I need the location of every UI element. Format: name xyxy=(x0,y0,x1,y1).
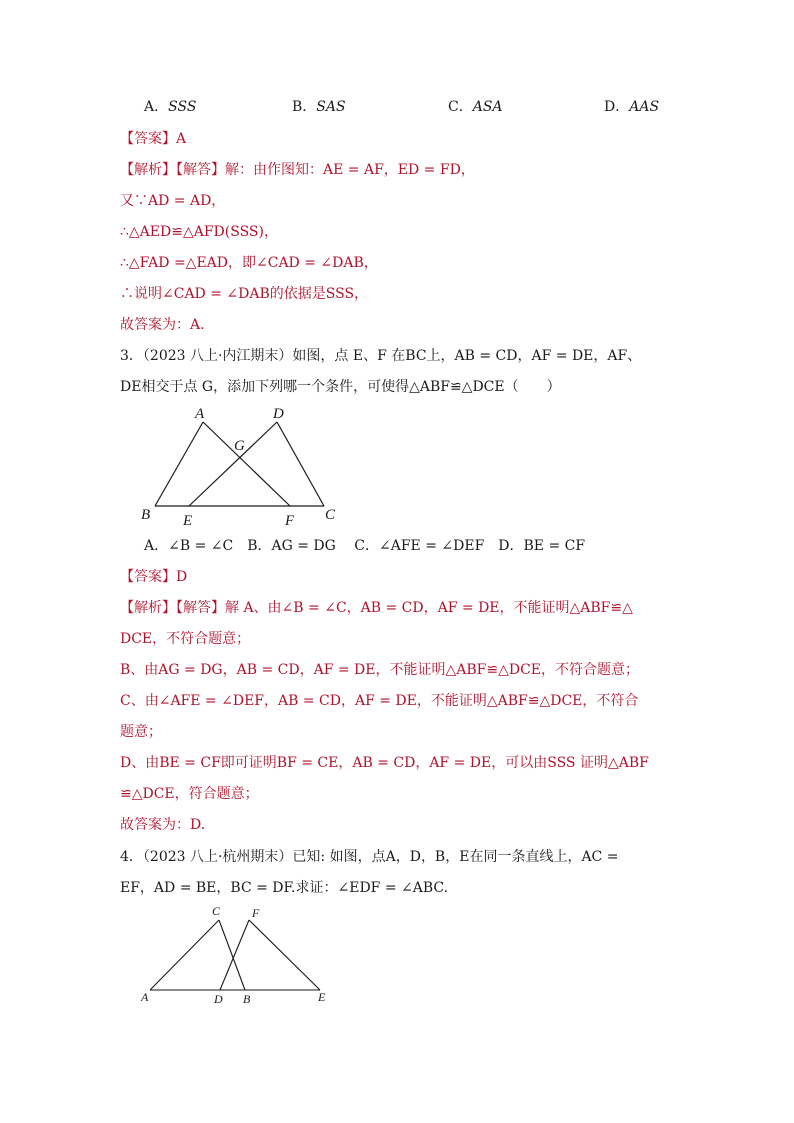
q4-label-e: E xyxy=(318,990,326,1004)
q3-options: A．∠B = ∠C B．AG = DG C．∠AFE = ∠DEF D．BE = CF xyxy=(144,538,586,554)
q4-label-a: A xyxy=(141,990,149,1004)
q3-analysis-line-7: ≌△DCE，符合题意； xyxy=(120,786,259,802)
q2-option-c: C．ASA xyxy=(448,99,503,115)
q4-label-f: F xyxy=(252,906,260,920)
q2-conclusion: 故答案为：A. xyxy=(120,317,205,333)
q3-segment-dc xyxy=(277,422,324,506)
q3-segment-ab xyxy=(155,422,203,506)
q3-analysis-line-5: 题意； xyxy=(120,724,162,740)
q3-label-e: E xyxy=(183,513,193,529)
q3-label-b: B xyxy=(141,507,151,523)
q3-label-g: G xyxy=(234,438,245,454)
q4-segment-fe xyxy=(249,920,320,990)
q3-label-f: F xyxy=(285,513,295,529)
q2-analysis-line-1: 【解析】【解答】解：由作图知：AE = AF，ED = FD， xyxy=(120,162,475,178)
q3-segment-af xyxy=(203,422,290,506)
q3-figure xyxy=(135,400,345,530)
q2-option-a: A．SSS xyxy=(144,99,197,115)
q3-analysis-line-6: D、由BE = CF即可证明BF = CE，AB = CD，AF = DE，可以由SSS 证明△ABF xyxy=(120,755,649,771)
q4-segment-cb xyxy=(219,920,245,990)
q4-stem-line-2: EF，AD = BE，BC = DF.求证：∠EDF = ∠ABC. xyxy=(120,880,449,896)
q4-stem-line-1: 4．（2023 八上·杭州期末）已知: 如图，点A，D，B，E在同一条直线上，AC = xyxy=(120,849,619,865)
q2-analysis-line-2: 又∵AD = AD， xyxy=(120,193,226,209)
q2-option-d: D．AAS xyxy=(604,99,660,115)
q3-analysis-line-3: B、由AG = DG，AB = CD，AF = DE，不能证明△ABF≌△DCE，不符合题意； xyxy=(120,662,640,678)
q4-segment-df xyxy=(220,920,249,990)
q4-label-c: C xyxy=(212,904,221,918)
q3-label-d: D xyxy=(273,406,284,422)
q3-conclusion: 故答案为：D. xyxy=(120,817,206,833)
q4-segment-ac xyxy=(150,920,219,990)
q3-analysis-line-1: 【解析】【解答】解 A、由∠B = ∠C，AB = CD，AF = DE，不能证明△ABF≌△ xyxy=(120,600,633,616)
q4-label-d: D xyxy=(214,992,223,1006)
q3-answer: 【答案】D xyxy=(120,569,188,585)
q2-analysis-line-4: ∴△FAD =△EAD，即∠CAD = ∠DAB， xyxy=(120,255,378,271)
q4-figure xyxy=(135,900,345,1015)
q3-analysis-line-2: DCE，不符合题意； xyxy=(120,631,251,647)
q3-analysis-line-4: C、由∠AFE = ∠DEF，AB = CD，AF = DE，不能证明△ABF≌△DCE，不符合 xyxy=(120,693,639,709)
q3-label-a: A xyxy=(195,406,205,422)
q2-analysis-line-5: ∴说明∠CAD = ∠DAB的依据是SSS， xyxy=(120,286,369,302)
q3-label-c: C xyxy=(325,507,336,523)
q2-answer: 【答案】A xyxy=(120,131,187,147)
q3-segment-de xyxy=(189,422,277,506)
q2-analysis-line-3: ∴△AED≌△AFD(SSS)， xyxy=(120,224,278,240)
q3-stem-line-1: 3．（2023 八上·内江期末）如图，点 E、F 在BC上，AB = CD，AF = DE，AF、 xyxy=(120,348,642,364)
q3-stem-line-2: DE相交于点 G，添加下列哪一个条件，可使得△ABF≌△DCE（ ） xyxy=(120,379,561,395)
q4-label-b: B xyxy=(243,992,251,1006)
q2-option-b: B．SAS xyxy=(292,99,346,115)
